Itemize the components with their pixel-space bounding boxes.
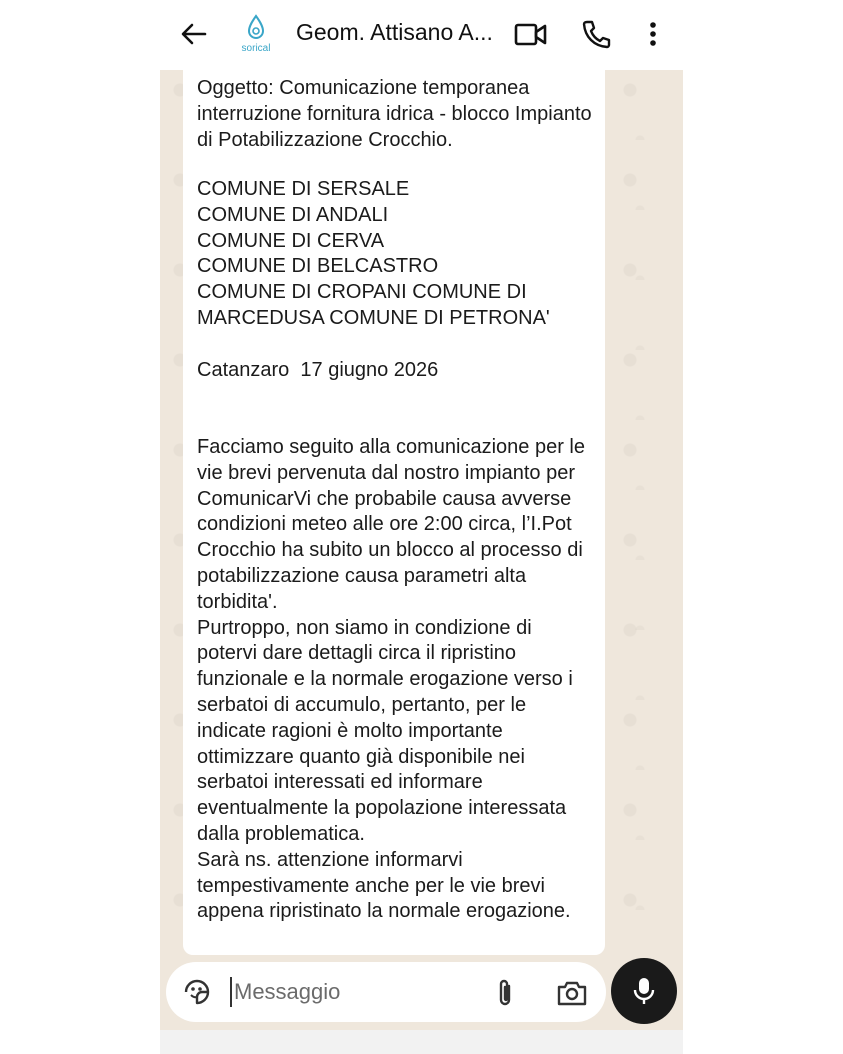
- more-options-button[interactable]: [640, 18, 666, 50]
- body-paragraph: Facciamo seguito alla comunicazione per le vie brevi pervenuta dal nostro impianto per ComunicarVi che probabile causa avverse condizioni meteo alle ore 2:00 circa, l’I.Pot Crocchio ha subito un blocco al processo di potabilizzazione causa parametri alta torbidita'.: [197, 436, 585, 613]
- message-bubble[interactable]: [183, 70, 605, 955]
- contact-name[interactable]: Geom. Attisano A...: [296, 19, 493, 45]
- avatar[interactable]: [234, 12, 278, 56]
- paperclip-icon: [492, 977, 518, 1009]
- message-input[interactable]: [230, 977, 474, 1007]
- arrow-left-icon: [178, 18, 210, 50]
- voice-message-button[interactable]: [611, 958, 677, 1024]
- message-subject: Oggetto: Comunicazione temporanea interruzione fornitura idrica - blocco Impianto di Potabilizzazione Crocchio.: [197, 77, 592, 151]
- avatar-logo-text: sorical: [241, 43, 271, 54]
- video-camera-icon: [514, 20, 548, 50]
- commune-line: COMUNE DI CERVA: [197, 229, 385, 252]
- body-paragraph: Purtroppo, non siamo in condizione di potervi dare dettagli circa il ripristino funzionale e la normale erogazione verso i serbatoi di accumulo, pertanto, per le indicate ragioni è molto importante ottimizzare quanto già disponibile nei serbatoi interessati ed informare eventualmente la popolazione interessata dalla problematica.: [197, 616, 573, 845]
- video-call-button[interactable]: [514, 20, 548, 50]
- commune-line: COMUNE DI BELCASTRO: [197, 255, 439, 278]
- camera-icon: [556, 978, 588, 1008]
- message-communes: [197, 177, 597, 332]
- attach-button[interactable]: [492, 977, 518, 1009]
- sticker-button[interactable]: [182, 977, 212, 1007]
- microphone-icon: [632, 976, 656, 1006]
- message-body: [197, 435, 597, 925]
- message-composer: [166, 962, 606, 1022]
- back-button[interactable]: [178, 18, 210, 50]
- body-paragraph: Sarà ns. attenzione informarvi tempestivamente anche per le vie brevi appena ripristinato la normale erogazione.: [197, 848, 571, 923]
- more-vert-icon: [640, 18, 666, 50]
- system-navigation-bar: [160, 1030, 683, 1054]
- camera-button[interactable]: [556, 978, 588, 1008]
- commune-line: COMUNE DI SERSALE: [197, 178, 410, 200]
- phone-icon: [580, 18, 612, 50]
- chat-header: [160, 0, 683, 70]
- commune-line: COMUNE DI CROPANI COMUNE DI MARCEDUSA COMUNE DI PETRONA': [197, 281, 550, 329]
- sorical-logo: [234, 12, 278, 56]
- sticker-icon: [182, 977, 212, 1007]
- message-date: Catanzaro 17 giugno 2026: [197, 359, 439, 381]
- commune-line: COMUNE DI ANDALI: [197, 203, 389, 226]
- voice-call-button[interactable]: [580, 18, 612, 50]
- chat-area[interactable]: [160, 70, 683, 1030]
